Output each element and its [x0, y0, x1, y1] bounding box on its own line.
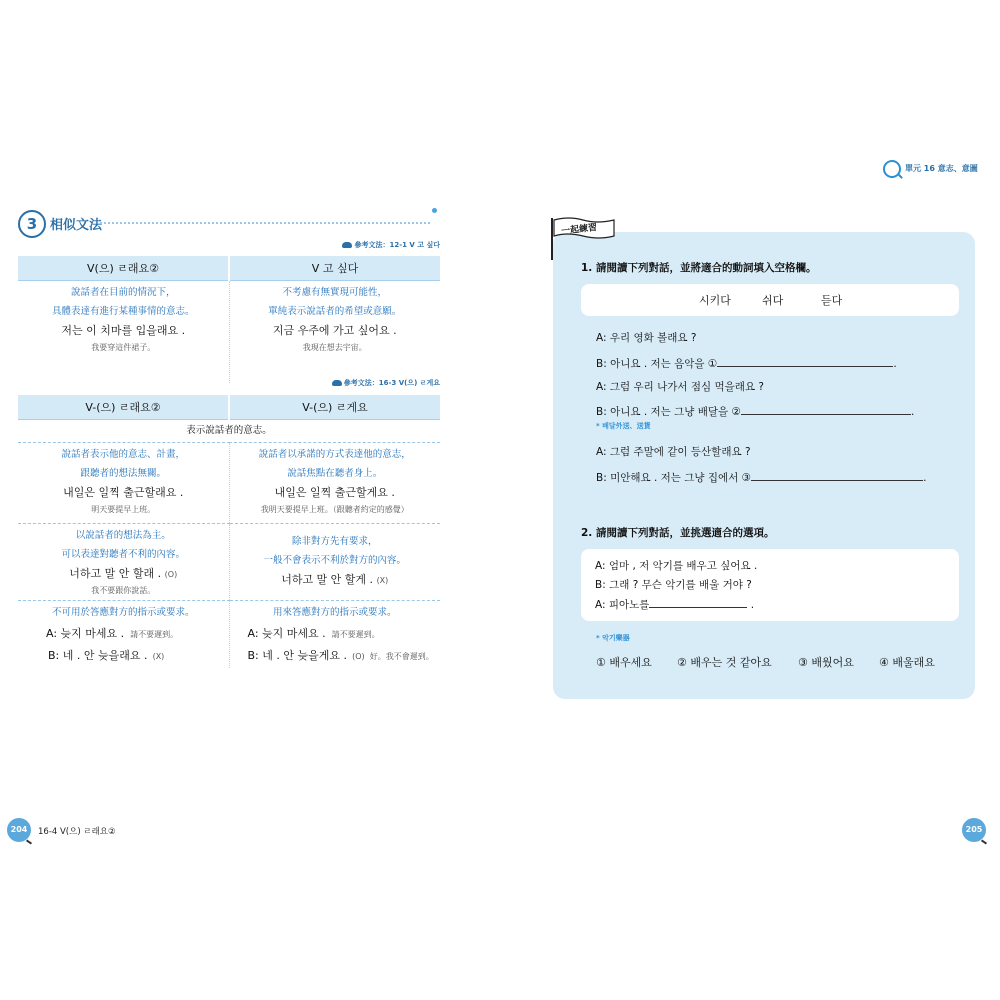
explanation-text: 說話者在目前的情況下， — [70, 287, 176, 298]
table-cell — [18, 601, 229, 669]
explanation-text: 具體表達有進行某種事情的意志。 — [51, 306, 195, 317]
dialogue-line: B: 그래 ? 무슨 악기를 배울 거야 ? — [595, 579, 752, 591]
korean-example: 내일은 일찍 출근할래요 . — [63, 486, 184, 499]
page-number-right: 205 — [962, 818, 986, 842]
unit-label: 單元 16 意志、意圖 — [905, 164, 978, 173]
explanation-text: 不考慮有無實現可能性， — [282, 287, 387, 298]
translation: 我明天要提早上班。（跟聽者約定的感覺） — [260, 505, 409, 514]
explanation-text: 以說話者的想法為主。 — [75, 530, 171, 541]
dialogue-line: A: 우리 영화 볼래요 ? — [596, 332, 697, 344]
dialogue-box — [581, 549, 959, 621]
explanation-text: 可以表達對聽者不利的內容。 — [61, 549, 185, 560]
dialogue-line: A: 늦지 마세요 . 請不要遲到。 — [46, 627, 179, 640]
comparison-table-1 — [18, 256, 440, 383]
choice-option-4[interactable]: ④ 배울래요 — [879, 656, 935, 669]
dialogue-line: B: 네 . 안 늦을게요 . (O) 好。我不會遲到。 — [247, 649, 434, 662]
word-option: 듣다 — [821, 294, 843, 307]
comparison-table-2 — [18, 395, 440, 668]
reference-text: 參考文法：16-3 V(으) ㄹ게요 — [343, 379, 440, 387]
dialogue-line: A: 피아노를 . — [595, 596, 754, 612]
choice-option-3[interactable]: ③ 배웠어요 — [798, 656, 854, 669]
dialogue-line: B: 아니요 . 저는 그냥 배달을 ② . — [596, 403, 914, 419]
flag-label: 一起練習 — [560, 223, 598, 237]
page-tick — [26, 839, 32, 844]
flag-banner — [553, 216, 615, 240]
question-1-title: 1. 請閱讀下列對話，並將適合的動詞填入空格欄。 — [581, 262, 817, 274]
table-cell — [18, 443, 229, 524]
word-option: 쉬다 — [762, 294, 784, 307]
dialogue-line: B: 아니요 . 저는 음악을 ① . — [596, 355, 897, 371]
unit-header — [883, 160, 983, 180]
explanation-text: 說話者表示他的意志、計畫， — [61, 449, 185, 460]
korean-example: 저는 이 치마를 입을래요 . — [61, 324, 186, 337]
vocab-hint: * 배달外送、送貨 — [596, 422, 651, 430]
translation: 我不要跟你說話。 — [91, 586, 156, 595]
translation: 我要穿這件裙子。 — [91, 343, 156, 352]
table-cell — [229, 524, 440, 601]
dialogue-line: A: 그럼 우리 나가서 점심 먹을래요 ? — [596, 381, 764, 393]
table-cell — [18, 281, 229, 384]
korean-example: 너하고 말 안 할게 . (X) — [281, 573, 389, 586]
page-tick — [981, 839, 987, 844]
reference-note-1 — [240, 240, 440, 250]
dialogue-line: B: 미안해요 . 저는 그냥 집에서 ③ . — [596, 469, 926, 485]
explanation-text: 一般不會表示不利於對方的內容。 — [263, 555, 406, 566]
wrong-mark: (X) — [376, 576, 389, 585]
dialogue-line: B: 네 . 안 늦을래요 . (X) — [48, 649, 165, 662]
explanation-text: 跟聽者的想法無關。 — [80, 468, 166, 479]
table-cell — [229, 281, 440, 384]
table-cell — [229, 443, 440, 524]
table-header: V-(으) ㄹ래요② — [18, 395, 229, 420]
correct-mark: (O) — [164, 570, 178, 579]
dialogue-line: A: 엄마 , 저 악기를 배우고 싶어요 . — [595, 560, 758, 572]
word-bank — [581, 284, 959, 316]
answer-blank-3[interactable] — [751, 469, 923, 481]
question-2-title: 2. 請閱讀下列對話，並挑選適合的選項。 — [581, 527, 775, 539]
answer-blank-2[interactable] — [741, 403, 911, 415]
translation: 我現在想去宇宙。 — [302, 343, 367, 352]
choice-option-2[interactable]: ② 배우는 것 같아요 — [677, 656, 772, 669]
magnifier-icon — [883, 160, 901, 178]
table-header: V 고 싶다 — [229, 256, 440, 281]
reference-text: 參考文法：12-1 V 고 싶다 — [354, 241, 440, 249]
section-number-badge: 3 — [18, 210, 46, 238]
korean-example: 내일은 일찍 출근할게요 . — [274, 486, 395, 499]
section-divider — [100, 222, 430, 224]
explanation-text: 說話焦點在聽者身上。 — [287, 468, 383, 479]
reference-note-2 — [240, 378, 440, 388]
dialogue-line: A: 그럼 주말에 같이 등산할래요 ? — [596, 446, 751, 458]
choice-option-1[interactable]: ① 배우세요 — [596, 656, 652, 669]
translation: 明天要提早上班。 — [91, 505, 156, 514]
explanation-text: 單純表示說話者的希望或意願。 — [268, 306, 402, 317]
cloud-icon — [332, 380, 342, 386]
explanation-text: 除非對方先有要求， — [291, 536, 378, 547]
divider-dot — [432, 208, 437, 213]
common-meaning: 表示說話者的意志。 — [18, 420, 440, 443]
dialogue-line: A: 늦지 마세요 . 請不要遲到。 — [247, 627, 380, 640]
section-title: 相似文法 — [50, 218, 103, 233]
explanation-text: 用來答應對方的指示或要求。 — [272, 607, 397, 618]
table-header: V-(으) ㄹ게요 — [229, 395, 440, 420]
answer-blank-4[interactable] — [649, 596, 747, 608]
korean-example: 너하고 말 안 할래 . (O) — [69, 567, 178, 580]
cloud-icon — [342, 242, 352, 248]
page-number-left: 204 — [7, 818, 31, 842]
table-cell — [229, 601, 440, 669]
vocab-hint: * 악기樂器 — [596, 634, 630, 642]
korean-example: 지금 우주에 가고 싶어요 . — [272, 324, 397, 337]
explanation-text: 不可用於答應對方的指示或要求。 — [51, 607, 195, 618]
explanation-text: 說話者以承諾的方式表達他的意志， — [258, 449, 411, 460]
answer-blank-1[interactable] — [717, 355, 893, 367]
table-header: V(으) ㄹ래요② — [18, 256, 229, 281]
footer-title: 16-4 V(으) ㄹ래요② — [38, 827, 116, 837]
table-cell — [18, 524, 229, 601]
word-option: 시키다 — [699, 294, 731, 307]
